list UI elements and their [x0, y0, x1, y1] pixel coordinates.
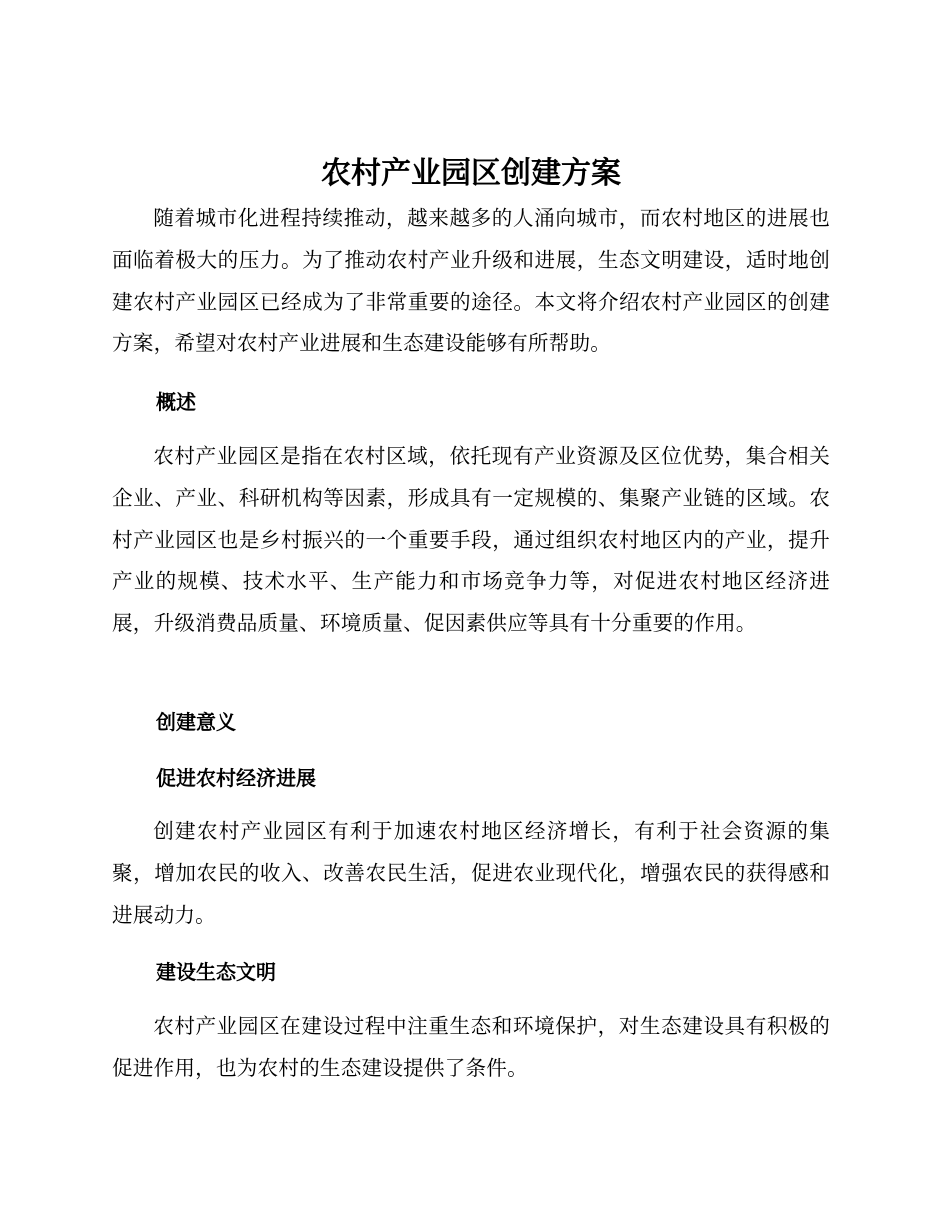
- subsection-heading-economy: 促进农村经济进展: [156, 766, 316, 790]
- document-title: 农村产业园区创建方案: [321, 156, 621, 191]
- section-heading-overview: 概述: [156, 390, 196, 414]
- section-heading-significance: 创建意义: [156, 710, 236, 734]
- intro-paragraph: 随着城市化进程持续推动，越来越多的人涌向城市，而农村地区的进展也面临着极大的压力。为了推动农村产业升级和进展，生态文明建设，适时地创建农村产业园区已经成为了非常重要的途径。本文将介绍农村产业园区的创建方案，希望对农村产业进展和生态建设能够有所帮助。: [112, 206, 830, 356]
- economy-paragraph: 创建农村产业园区有利于加速农村地区经济增长，有利于社会资源的集聚，增加农民的收入、改善农民生活，促进农业现代化，增强农民的获得感和进展动力。: [112, 819, 830, 927]
- overview-paragraph: 农村产业园区是指在农村区域，依托现有产业资源及区位优势，集合相关企业、产业、科研机构等因素，形成具有一定规模的、集聚产业链的区域。农村产业园区也是乡村振兴的一个重要手段，通过组织农村地区内的产业，提升产业的规模、技术水平、生产能力和市场竞争力等，对促进农村地区经济进展，升级消费品质量、环境质量、促因素供应等具有十分重要的作用。: [112, 444, 830, 636]
- ecology-paragraph: 农村产业园区在建设过程中注重生态和环境保护，对生态建设具有积极的促进作用，也为农村的生态建设提供了条件。: [112, 1014, 830, 1080]
- subsection-heading-ecology: 建设生态文明: [156, 960, 276, 984]
